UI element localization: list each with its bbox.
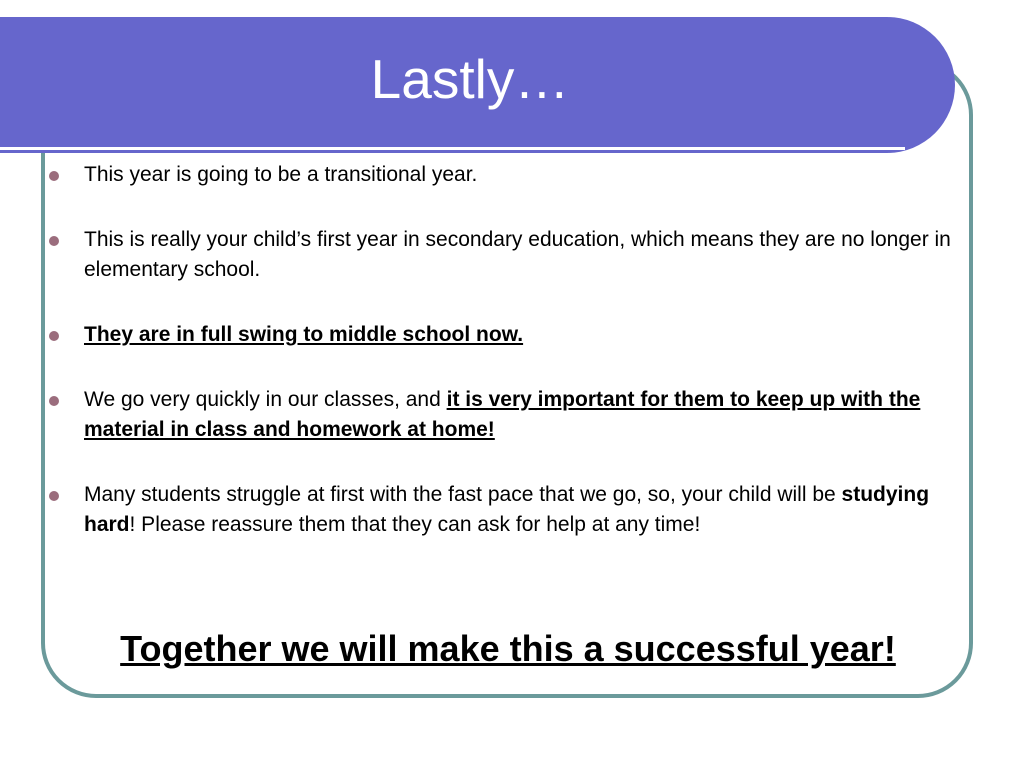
bullet-text: ! Please reassure them that they can ask for help at any time! xyxy=(129,513,701,536)
title-underline xyxy=(0,147,905,150)
closing-statement: Together we will make this a successful year! xyxy=(120,628,896,669)
bullet-item xyxy=(46,480,971,540)
bullet-text-emphasis: They are in full swing to middle school now. xyxy=(84,323,524,346)
bullet-item xyxy=(46,385,971,445)
slide-title: Lastly… xyxy=(370,48,570,110)
bullet-item xyxy=(46,225,971,285)
bullet-item xyxy=(46,160,971,190)
bullet-text: This year is going to be a transitional year. xyxy=(84,163,478,186)
bullet-text: We go very quickly in our classes, and xyxy=(84,388,447,411)
bullet-text: Many students struggle at first with the fast pace that we go, so, your child will be xyxy=(84,483,842,506)
bullet-text: This is really your child’s first year in secondary education, which means they are no longer in elementary school. xyxy=(84,228,951,281)
bullet-item xyxy=(46,320,971,350)
bullet-dot-icon xyxy=(49,331,59,341)
bullet-dot-icon xyxy=(49,171,59,181)
bullet-dot-icon xyxy=(49,236,59,246)
bullet-text-emphasis: it is very important for them to keep up with the material in class and homework at home! xyxy=(84,388,921,441)
bullet-text-bold: studying hard xyxy=(84,483,930,536)
bullet-dot-icon xyxy=(49,491,59,501)
bullet-list xyxy=(46,160,971,575)
bullet-dot-icon xyxy=(49,396,59,406)
